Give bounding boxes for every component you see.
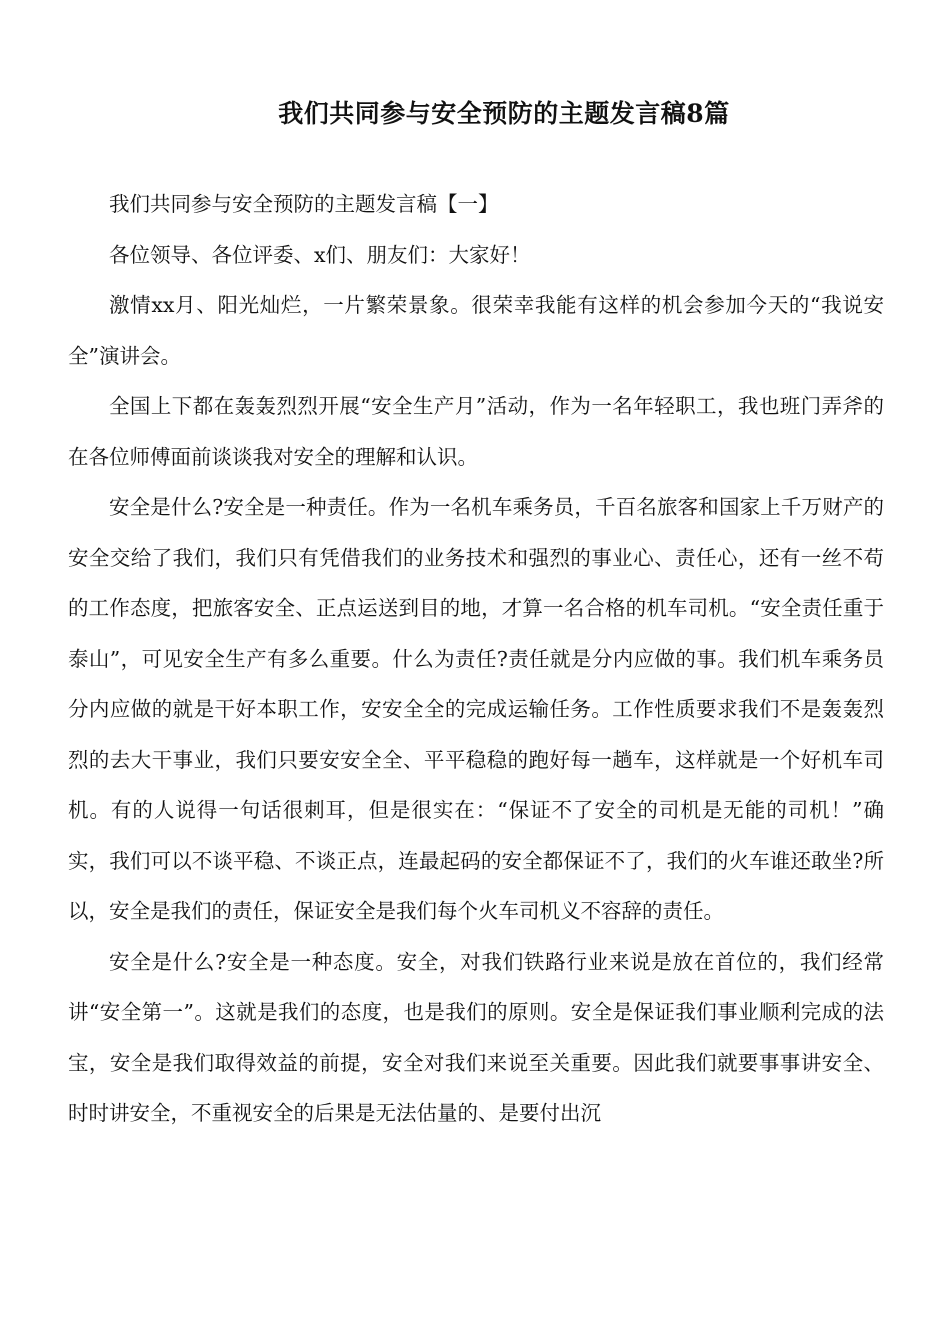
document-body xyxy=(68,179,884,1139)
paragraph-intro: 激情xx月、阳光灿烂，一片繁荣景象。很荣幸我能有这样的机会参加今天的“我说安全”演讲会。 xyxy=(68,293,884,368)
paragraph-activity: 全国上下都在轰轰烈烈开展“安全生产月”活动，作为一名年轻职工，我也班门弄斧的在各位师傅面前谈谈我对安全的理解和认识。 xyxy=(68,394,884,469)
paragraph-attitude: 安全是什么?安全是一种态度。安全，对我们铁路行业来说是放在首位的，我们经常讲“安全第一”。这就是我们的态度，也是我们的原则。安全是保证我们事业顺利完成的法宝，安全是我们取得效益的前提，安全对我们来说至关重要。因此我们就要事事讲安全、时时讲安全，不重视安全的后果是无法估量的、是要付出沉 xyxy=(68,949,884,1125)
paragraph-greeting: 各位领导、各位评委、x们、朋友们：大家好！ xyxy=(109,242,531,267)
paragraph-responsibility: 安全是什么?安全是一种责任。作为一名机车乘务员，千百名旅客和国家上千万财产的安全交给了我们，我们只有凭借我们的业务技术和强烈的事业心、责任心，还有一丝不苟的工作态度，把旅客安全、正点运送到目的地，才算一名合格的机车司机。“安全责任重于泰山”，可见安全生产有多么重要。什么为责任?责任就是分内应做的事。我们机车乘务员分内应做的就是干好本职工作，安安全全的完成运输任务。工作性质要求我们不是轰轰烈烈的去大干事业，我们只要安安全全、平平稳稳的跑好每一趟车，这样就是一个好机车司机。有的人说得一句话很刺耳，但是很实在：“保证不了安全的司机是无能的司机！”确实，我们可以不谈平稳、不谈正点，连最起码的安全都保证不了，我们的火车谁还敢坐?所以，安全是我们的责任，保证安全是我们每个火车司机义不容辞的责任。 xyxy=(68,495,884,923)
section-heading: 我们共同参与安全预防的主题发言稿【一】 xyxy=(109,192,499,216)
document-title: 我们共同参与安全预防的主题发言稿8篇 xyxy=(278,99,730,128)
